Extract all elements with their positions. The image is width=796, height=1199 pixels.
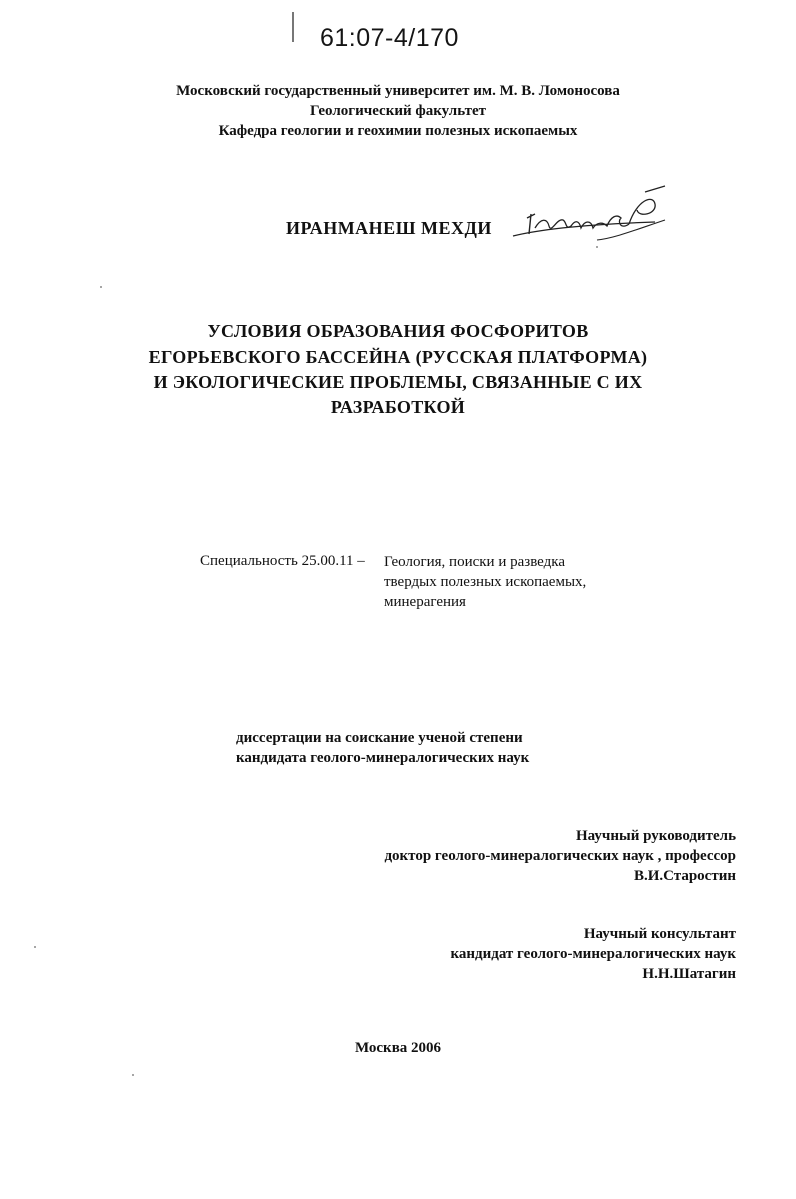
scan-speck [100, 286, 102, 288]
consultant-name: Н.Н.Шатагин [642, 966, 736, 982]
faculty-name: Геологический факультет [310, 103, 486, 119]
title-line-4: РАЗРАБОТКОЙ [330, 397, 466, 417]
city-year: Москва 2006 [354, 1040, 442, 1056]
supervisor-role: Научный руководитель [576, 828, 736, 844]
dissertation-line-2: кандидата геолого-минералогических наук [236, 750, 530, 766]
university-name: Московский государственный университет им. М. В. Ломоносова [176, 83, 620, 99]
department-name: Кафедра геологии и геохимии полезных ископаемых [218, 123, 578, 139]
author-name: ИРАНМАНЕШ МЕХДИ [286, 218, 492, 238]
specialty-line-2: твердых полезных ископаемых, [384, 574, 587, 590]
catalog-stamp: 61:07-4/170 [320, 24, 459, 52]
consultant-degree: кандидат геолого-минералогических наук [450, 946, 736, 962]
scan-speck [596, 246, 598, 248]
supervisor-degree: доктор геолого-минералогических наук , профессор [384, 848, 736, 864]
specialty-line-1: Геология, поиски и разведка [384, 554, 565, 570]
dissertation-line-1: диссертации на соискание ученой степени [236, 730, 523, 746]
author-signature [505, 178, 685, 258]
title-line-2: ЕГОРЬЕВСКОГО БАССЕЙНА (РУССКАЯ ПЛАТФОРМА) [148, 347, 648, 367]
scan-speck [132, 1074, 134, 1076]
specialty-label: Специальность 25.00.11 – [200, 553, 365, 569]
title-line-3: И ЭКОЛОГИЧЕСКИЕ ПРОБЛЕМЫ, СВЯЗАННЫЕ С ИХ [153, 372, 643, 392]
margin-mark [292, 12, 294, 42]
scan-speck [34, 946, 36, 948]
specialty-line-3: минерагения [384, 594, 466, 610]
consultant-role: Научный консультант [583, 926, 736, 942]
title-line-1: УСЛОВИЯ ОБРАЗОВАНИЯ ФОСФОРИТОВ [207, 321, 589, 341]
supervisor-name: В.И.Старостин [633, 868, 736, 884]
